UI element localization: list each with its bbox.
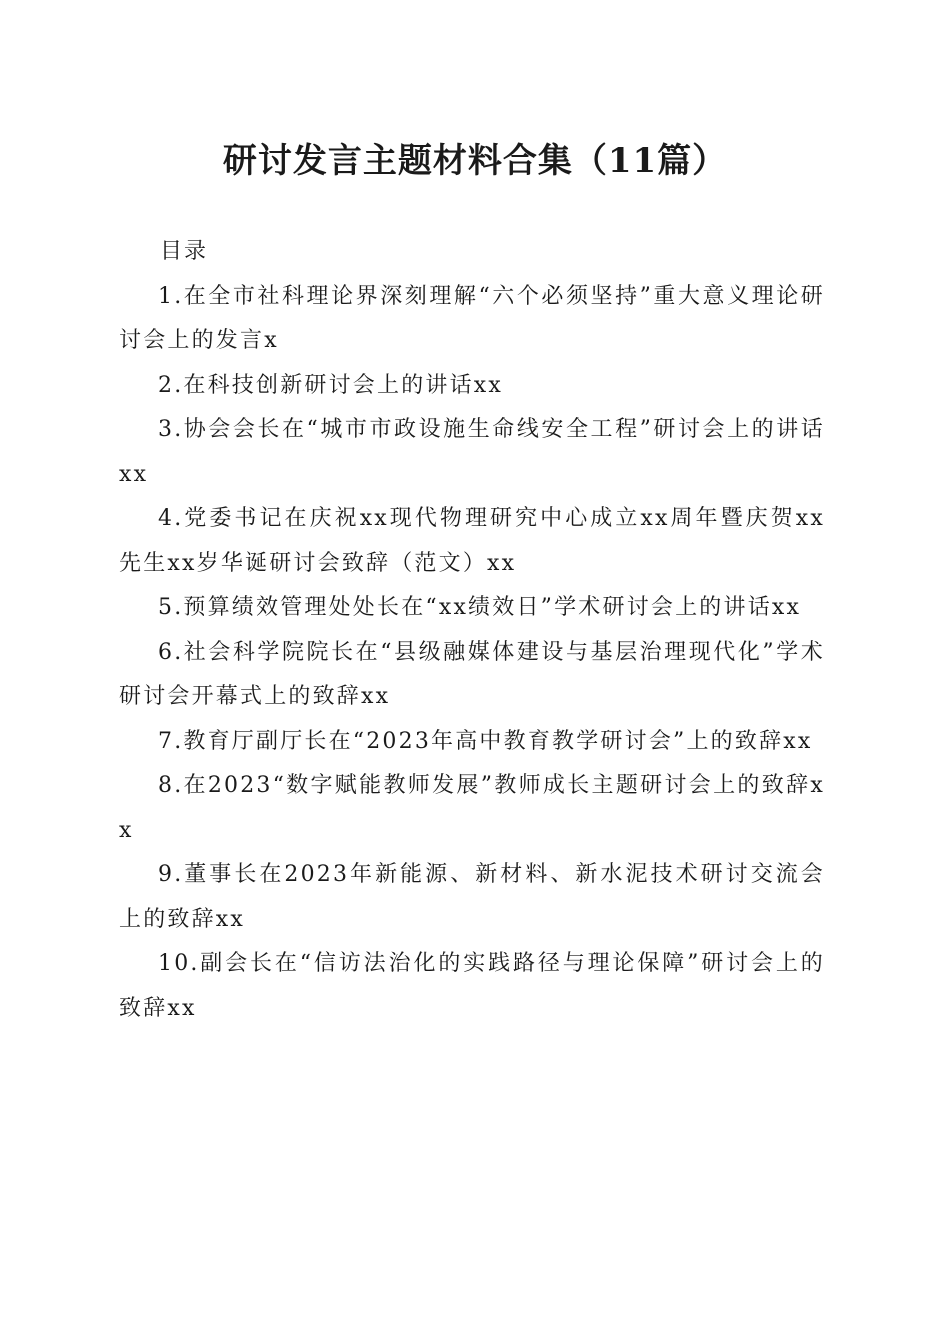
toc-list [119, 275, 825, 1032]
toc-item: 7.教育厅副厅长在“2023年高中教育教学研讨会”上的致辞xx [158, 728, 813, 754]
toc-item: 5.预算绩效管理处处长在“xx绩效日”学术研讨会上的讲话xx [158, 595, 802, 620]
toc-item: 10.副会长在“信访法治化的实践路径与理论保障”研讨会上的致辞xx [119, 951, 825, 1021]
toc-item: 8.在2023“数字赋能教师发展”教师成长主题研讨会上的致辞xx [119, 773, 825, 843]
document-title: 研讨发言主题材料合集（11篇） [222, 141, 728, 181]
toc-item: 1.在全市社科理论界深刻理解“六个必须坚持”重大意义理论研讨会上的发言x [119, 283, 825, 353]
toc-item: 4.党委书记在庆祝xx现代物理研究中心成立xx周年暨庆贺xx先生xx岁华诞研讨会致辞（范文）xx [119, 506, 825, 576]
toc-item: 3.协会会长在“城市市政设施生命线安全工程”研讨会上的讲话xx [119, 417, 825, 487]
toc-heading: 目录 [160, 239, 209, 264]
toc-item: 6.社会科学院院长在“县级融媒体建设与基层治理现代化”学术研讨会开幕式上的致辞xx [119, 639, 825, 709]
toc-item: 9.董事长在2023年新能源、新材料、新水泥技术研讨交流会上的致辞xx [119, 862, 825, 932]
table-of-contents [119, 230, 825, 1031]
toc-item: 2.在科技创新研讨会上的讲话xx [158, 372, 504, 398]
